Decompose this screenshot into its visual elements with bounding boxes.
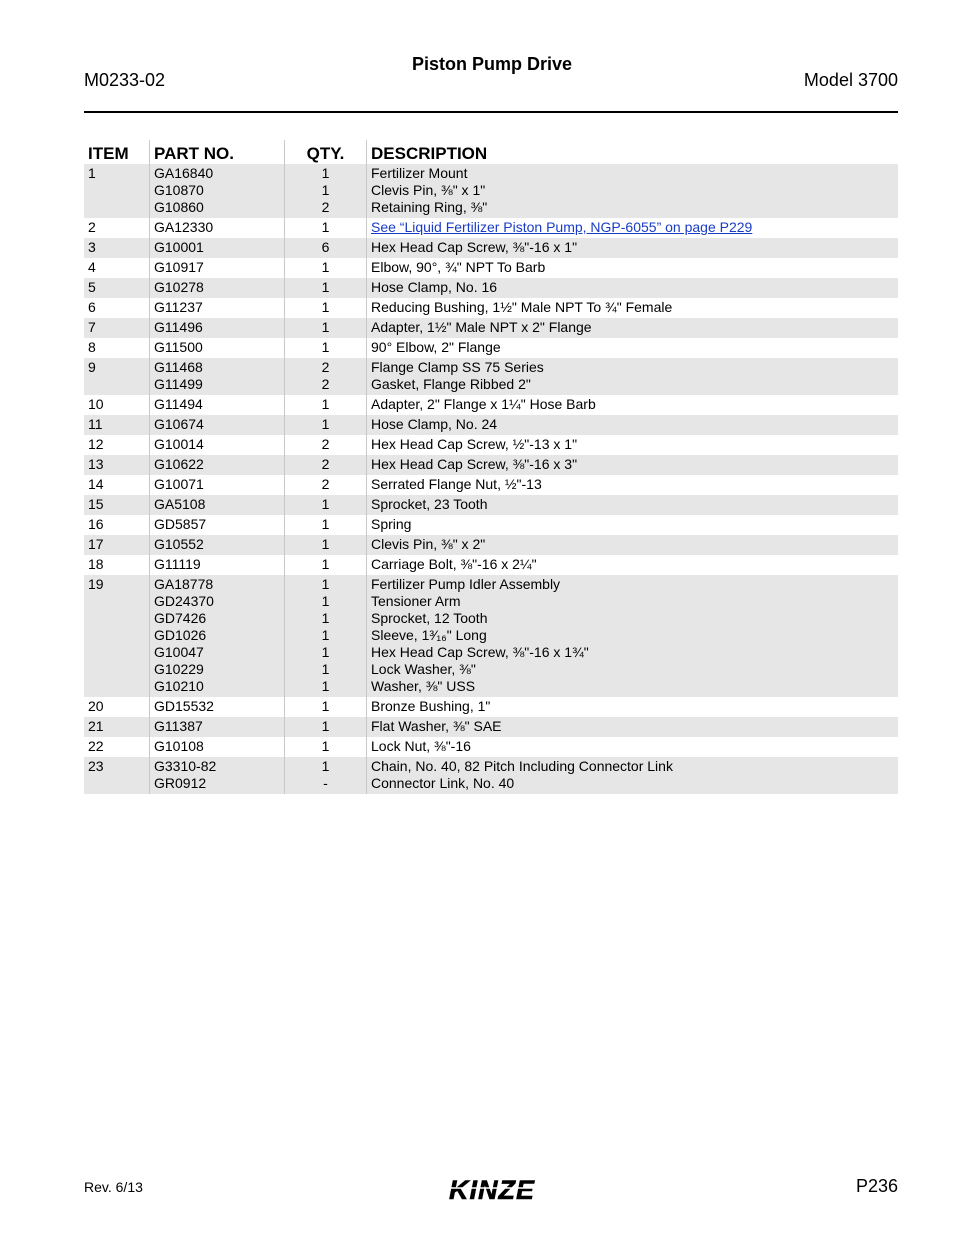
part-number: GA5108	[154, 496, 206, 512]
item-number: 5	[84, 278, 150, 298]
description: Serrated Flange Nut, ½"-13	[371, 476, 542, 492]
quantity-cell	[285, 757, 367, 794]
table-row	[84, 318, 898, 338]
description: Fertilizer Mount	[371, 165, 468, 181]
quantity-cell	[285, 395, 367, 415]
part-number-cell	[150, 298, 285, 318]
part-number-cell	[150, 258, 285, 278]
table-row	[84, 535, 898, 555]
quantity-cell	[285, 298, 367, 318]
quantity-cell	[285, 555, 367, 575]
part-number: G11468	[154, 359, 203, 375]
part-number-cell	[150, 218, 285, 238]
part-number-cell	[150, 717, 285, 737]
item-number: 20	[88, 698, 104, 714]
header-rule	[84, 111, 898, 113]
part-number: G10229	[154, 661, 204, 677]
description-cell	[367, 278, 899, 298]
description-cell	[367, 238, 899, 258]
quantity-cell	[285, 278, 367, 298]
description-cell	[367, 575, 899, 697]
part-number: GD7426	[154, 610, 207, 626]
description: 90° Elbow, 2" Flange	[371, 339, 501, 355]
column-header-item: ITEM	[88, 144, 129, 163]
description-cell	[367, 318, 899, 338]
table-row	[84, 358, 898, 395]
quantity-cell	[285, 238, 367, 258]
quantity: 1	[321, 698, 330, 714]
table-row	[84, 697, 898, 717]
part-number: G10071	[154, 476, 204, 492]
part-number: G10001	[154, 239, 204, 255]
description: Hex Head Cap Screw, ⅜"-16 x 1"	[371, 239, 578, 255]
quantity: 1	[321, 610, 330, 626]
description: Reducing Bushing, 1½" Male NPT To ¾" Female	[371, 299, 673, 315]
part-number-cell	[150, 737, 285, 757]
item-number: 19	[84, 575, 150, 697]
quantity: 1	[321, 556, 330, 572]
quantity: 1	[321, 627, 330, 643]
description: Sprocket, 23 Tooth	[371, 496, 488, 512]
description: Flat Washer, ⅜" SAE	[371, 718, 502, 734]
document-number: M0233-02	[84, 70, 166, 90]
item-number: 7	[84, 318, 150, 338]
description-cell	[367, 395, 899, 415]
quantity: 1	[321, 593, 330, 609]
description-cell	[367, 218, 899, 238]
quantity-cell	[285, 455, 367, 475]
item-number: 12	[88, 436, 104, 452]
quantity: 2	[321, 359, 330, 375]
description: Adapter, 2" Flange x 1¼" Hose Barb	[371, 396, 596, 412]
part-number: GD1026	[154, 627, 207, 643]
part-number: G11496	[154, 319, 203, 335]
description-cell	[367, 358, 899, 395]
part-number: GR0912	[154, 775, 207, 791]
item-number: 16	[88, 516, 104, 532]
description: Flange Clamp SS 75 Series	[371, 359, 544, 375]
quantity: 1	[321, 661, 330, 677]
item-number: 22	[88, 738, 104, 754]
description: Chain, No. 40, 82 Pitch Including Connector Link	[371, 758, 673, 774]
table-row	[84, 435, 898, 455]
quantity-cell	[285, 318, 367, 338]
table-row	[84, 338, 898, 358]
quantity-cell	[285, 495, 367, 515]
quantity: 1	[321, 219, 330, 235]
table-row	[84, 415, 898, 435]
table-row	[84, 757, 898, 794]
quantity: 2	[321, 199, 330, 215]
description: Adapter, 1½" Male NPT x 2" Flange	[371, 319, 592, 335]
part-number-cell	[150, 415, 285, 435]
table-row	[84, 737, 898, 757]
quantity: 1	[321, 339, 330, 355]
item-number: 6	[88, 299, 96, 315]
item-number: 23	[84, 757, 150, 794]
revision-label: Rev. 6/13	[84, 1179, 143, 1195]
description: Spring	[371, 516, 412, 532]
part-number-cell	[150, 358, 285, 395]
description: Clevis Pin, ⅜" x 2"	[371, 536, 486, 552]
quantity: 1	[321, 718, 330, 734]
part-number: GA16840	[154, 165, 214, 181]
quantity-cell	[285, 258, 367, 278]
item-number: 10	[88, 396, 104, 412]
description: Fertilizer Pump Idler Assembly	[371, 576, 561, 592]
part-number: G10047	[154, 644, 204, 660]
table-row	[84, 164, 898, 218]
description-cell	[367, 697, 899, 717]
quantity-cell	[285, 535, 367, 555]
table-row	[84, 395, 898, 415]
description: Washer, ⅜" USS	[371, 678, 476, 694]
quantity: 1	[321, 536, 330, 552]
part-number-cell	[150, 238, 285, 258]
column-header-part-no: PART NO.	[150, 140, 285, 164]
quantity-cell	[285, 575, 367, 697]
description-cell	[367, 717, 899, 737]
quantity: 1	[321, 496, 330, 512]
description: Tensioner Arm	[371, 593, 461, 609]
description-cell	[367, 535, 899, 555]
part-number-cell	[150, 555, 285, 575]
part-number: G10278	[154, 279, 204, 295]
quantity: -	[323, 775, 328, 791]
quantity-cell	[285, 717, 367, 737]
quantity: 1	[321, 678, 330, 694]
table-header-row	[84, 140, 898, 164]
part-number: GA18778	[154, 576, 214, 592]
quantity: 1	[321, 259, 330, 275]
description-cell	[367, 435, 899, 455]
item-number: 13	[84, 455, 150, 475]
item-number: 1	[84, 164, 150, 218]
part-number-cell	[150, 757, 285, 794]
part-number-cell	[150, 455, 285, 475]
quantity: 2	[321, 376, 330, 392]
item-number: 2	[88, 219, 96, 235]
description: Hose Clamp, No. 16	[371, 279, 498, 295]
description: Elbow, 90°, ¾" NPT To Barb	[371, 259, 546, 275]
column-header-qty: QTY.	[285, 140, 367, 164]
item-number: 14	[88, 476, 104, 492]
description-cell	[367, 515, 899, 535]
quantity: 2	[321, 456, 330, 472]
quantity-cell	[285, 435, 367, 455]
cross-reference-link[interactable]: See “Liquid Fertilizer Piston Pump, NGP-6055” on page P229	[371, 219, 753, 235]
description: Gasket, Flange Ribbed 2"	[371, 376, 531, 392]
item-number: 21	[84, 717, 150, 737]
description: Lock Nut, ⅜"-16	[371, 738, 471, 754]
part-number: G3310-82	[154, 758, 217, 774]
table-row	[84, 258, 898, 278]
table-row	[84, 455, 898, 475]
part-number: G10622	[154, 456, 204, 472]
part-number-cell	[150, 164, 285, 218]
part-number: G10870	[154, 182, 204, 198]
kinze-logo-wordmark: KINZE	[449, 1175, 535, 1205]
description: Sleeve, 1³⁄₁₆" Long	[371, 627, 487, 643]
description: Carriage Bolt, ⅜"-16 x 2¼"	[371, 556, 537, 572]
page-number: P236	[855, 1176, 898, 1196]
quantity: 6	[321, 239, 330, 255]
description-cell	[367, 164, 899, 218]
model-label: Model 3700	[803, 70, 898, 90]
part-number-cell	[150, 515, 285, 535]
quantity: 1	[321, 644, 330, 660]
quantity-cell	[285, 697, 367, 717]
part-number: G11500	[154, 339, 203, 355]
description: Sprocket, 12 Tooth	[371, 610, 488, 626]
table-row	[84, 717, 898, 737]
part-number: G11119	[154, 556, 201, 572]
quantity-cell	[285, 218, 367, 238]
part-number-cell	[150, 495, 285, 515]
part-number-cell	[150, 278, 285, 298]
part-number-cell	[150, 435, 285, 455]
item-number: 17	[84, 535, 150, 555]
quantity: 1	[321, 182, 330, 198]
description: Hex Head Cap Screw, ½"-13 x 1"	[371, 436, 578, 452]
part-number-cell	[150, 475, 285, 495]
description: Lock Washer, ⅜"	[371, 661, 476, 677]
quantity: 1	[321, 279, 330, 295]
quantity: 1	[321, 738, 330, 754]
description: Bronze Bushing, 1"	[371, 698, 491, 714]
item-number: 18	[88, 556, 104, 572]
quantity-cell	[285, 737, 367, 757]
quantity-cell	[285, 164, 367, 218]
part-number: G10108	[154, 738, 204, 754]
description-cell	[367, 495, 899, 515]
quantity: 1	[321, 165, 330, 181]
item-number: 4	[88, 259, 96, 275]
part-number-cell	[150, 535, 285, 555]
description: Clevis Pin, ⅜" x 1"	[371, 182, 486, 198]
table-row	[84, 575, 898, 697]
part-number: GA12330	[154, 219, 214, 235]
description-cell	[367, 757, 899, 794]
part-number-cell	[150, 697, 285, 717]
quantity-cell	[285, 338, 367, 358]
quantity: 1	[321, 758, 330, 774]
description-cell	[367, 415, 899, 435]
description: Hex Head Cap Screw, ⅜"-16 x 3"	[371, 456, 578, 472]
description-cell	[367, 258, 899, 278]
part-number-cell	[150, 395, 285, 415]
quantity: 1	[321, 299, 330, 315]
table-row	[84, 218, 898, 238]
item-number: 11	[84, 415, 150, 435]
description-cell	[367, 475, 899, 495]
part-number: GD5857	[154, 516, 207, 532]
part-number-cell	[150, 318, 285, 338]
table-row	[84, 495, 898, 515]
item-number: 8	[88, 339, 96, 355]
quantity: 2	[321, 476, 330, 492]
quantity-cell	[285, 475, 367, 495]
part-number: GD15532	[154, 698, 214, 714]
quantity: 1	[321, 516, 330, 532]
table-row	[84, 278, 898, 298]
table-row	[84, 475, 898, 495]
description: Hose Clamp, No. 24	[371, 416, 498, 432]
description-cell	[367, 555, 899, 575]
part-number: G10917	[154, 259, 204, 275]
part-number: G10210	[154, 678, 204, 694]
description: Retaining Ring, ⅜"	[371, 199, 488, 215]
description-cell	[367, 455, 899, 475]
item-number: 9	[84, 358, 150, 395]
table-row	[84, 238, 898, 258]
quantity: 2	[321, 436, 330, 452]
description-cell	[367, 338, 899, 358]
parts-table-body	[84, 164, 898, 794]
description-cell	[367, 737, 899, 757]
quantity: 1	[321, 319, 330, 335]
part-number: GD24370	[154, 593, 214, 609]
page-title: Piston Pump Drive	[411, 54, 573, 74]
table-row	[84, 515, 898, 535]
column-header-description: DESCRIPTION	[367, 140, 899, 164]
part-number: G10860	[154, 199, 204, 215]
description-cell	[367, 298, 899, 318]
kinze-logo	[432, 1175, 552, 1205]
description: Connector Link, No. 40	[371, 775, 515, 791]
quantity-cell	[285, 515, 367, 535]
part-number: G10014	[154, 436, 204, 452]
quantity-cell	[285, 415, 367, 435]
table-row	[84, 298, 898, 318]
part-number: G10552	[154, 536, 204, 552]
part-number-cell	[150, 575, 285, 697]
quantity: 1	[321, 396, 330, 412]
quantity-cell	[285, 358, 367, 395]
table-row	[84, 555, 898, 575]
part-number: G11387	[154, 718, 203, 734]
part-number: G10674	[154, 416, 204, 432]
part-number: G11494	[154, 396, 203, 412]
parts-table	[84, 140, 898, 794]
description: Hex Head Cap Screw, ⅜"-16 x 1¾"	[371, 644, 589, 660]
item-number: 15	[84, 495, 150, 515]
part-number: G11237	[154, 299, 203, 315]
item-number: 3	[84, 238, 150, 258]
part-number-cell	[150, 338, 285, 358]
quantity: 1	[321, 576, 330, 592]
part-number: G11499	[154, 376, 203, 392]
quantity: 1	[321, 416, 330, 432]
